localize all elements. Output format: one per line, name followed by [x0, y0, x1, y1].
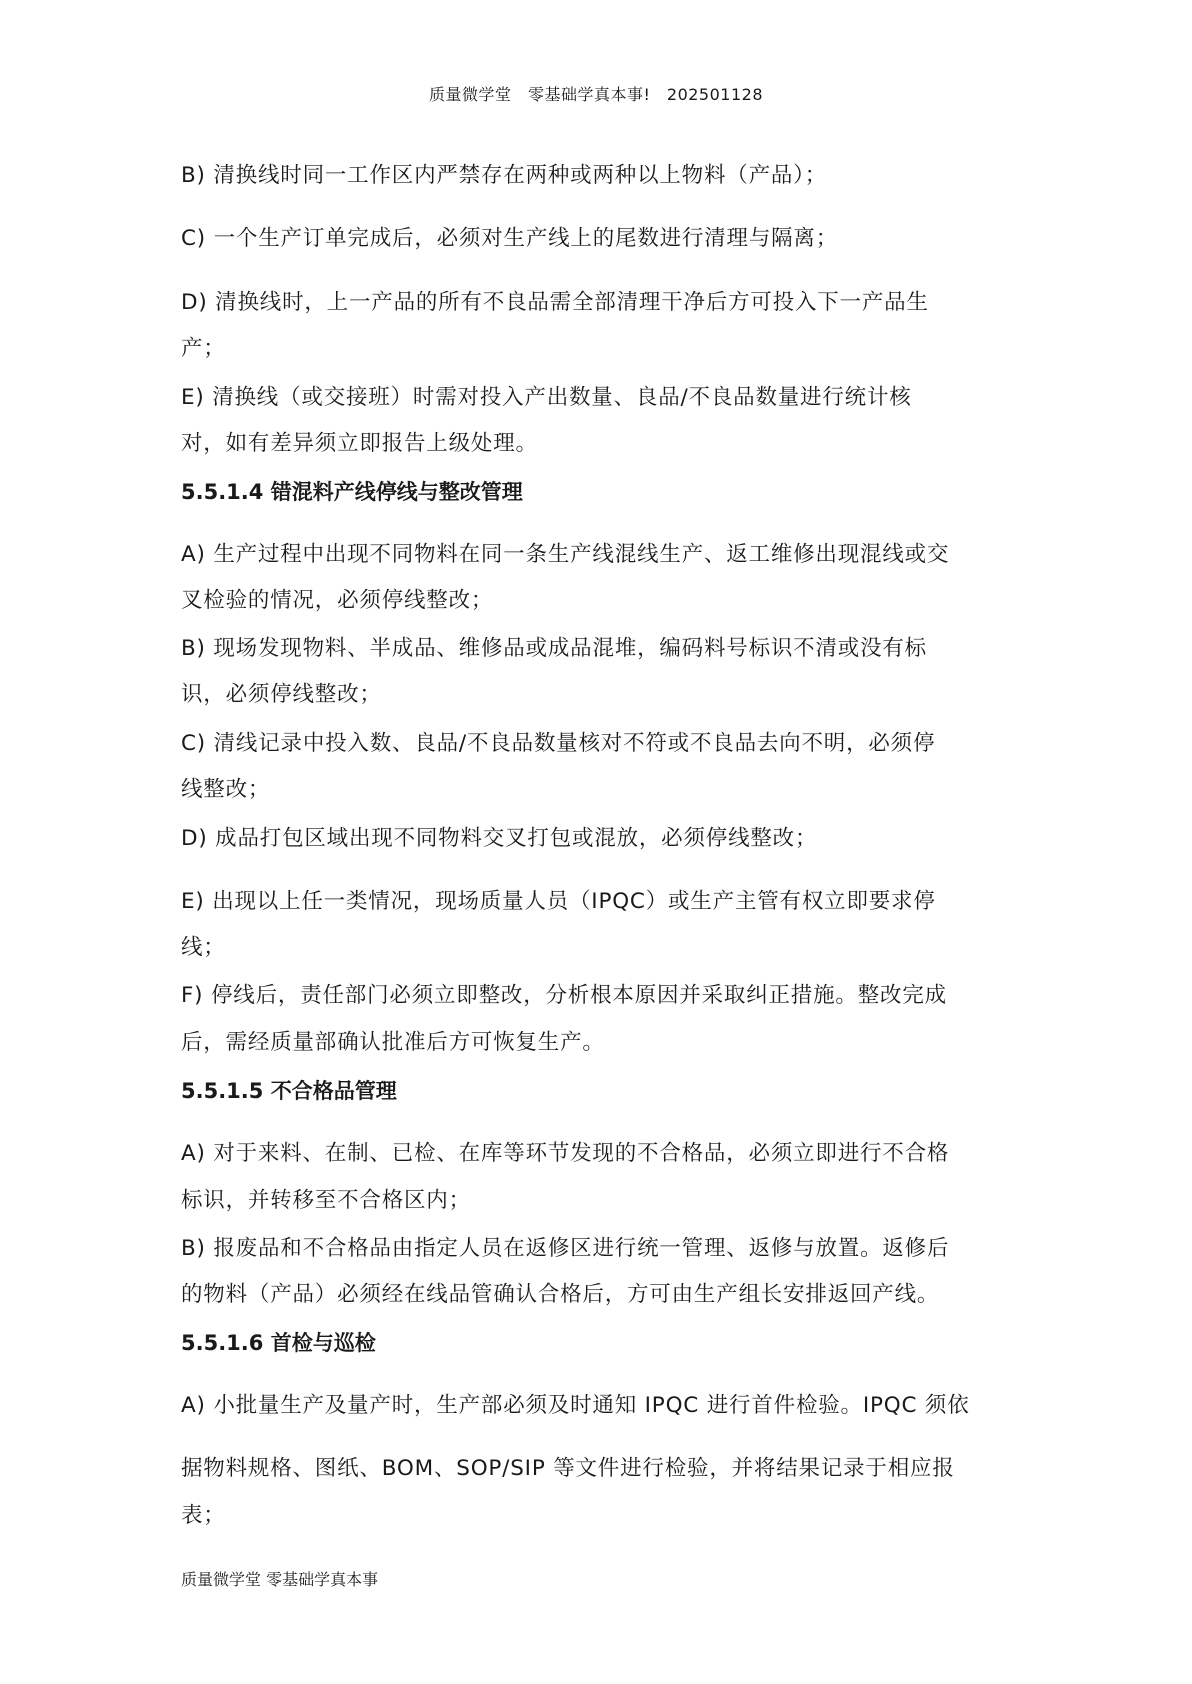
- section-heading: 5.5.1.4 错混料产线停线与整改管理: [181, 480, 523, 504]
- paragraph-line: 对，如有差异须立即报告上级处理。: [181, 431, 538, 456]
- paragraph-line: 产；: [181, 336, 226, 361]
- paragraph-line: A) 小批量生产及量产时，生产部必须及时通知 IPQC 进行首件检验。IPQC 须依: [181, 1393, 970, 1418]
- paragraph-line: D) 成品打包区域出现不同物料交叉打包或混放，必须停线整改；: [181, 826, 818, 851]
- paragraph-line: 识，必须停线整改；: [181, 682, 382, 707]
- paragraph-line: C) 清线记录中投入数、良品/不良品数量核对不符或不良品去向不明，必须停: [181, 731, 936, 756]
- paragraph-line: E) 清换线（或交接班）时需对投入产出数量、良品/不良品数量进行统计核: [181, 385, 912, 410]
- section-heading: 5.5.1.6 首检与巡检: [181, 1331, 376, 1355]
- paragraph-line: 据物料规格、图纸、BOM、SOP/SIP 等文件进行检验，并将结果记录于相应报: [181, 1456, 955, 1481]
- paragraph-line: 叉检验的情况，必须停线整改；: [181, 588, 494, 613]
- section-heading: 5.5.1.5 不合格品管理: [181, 1079, 397, 1103]
- paragraph-line: 线整改；: [181, 777, 271, 802]
- paragraph-line: 标识，并转移至不合格区内；: [181, 1188, 471, 1213]
- paragraph-line: A) 生产过程中出现不同物料在同一条生产线混线生产、返工维修出现混线或交: [181, 542, 950, 567]
- page-header: 质量微学堂 零基础学真本事! 202501128: [428, 85, 764, 104]
- paragraph-line: C) 一个生产订单完成后，必须对生产线上的尾数进行清理与隔离；: [181, 226, 839, 251]
- paragraph-line: 后，需经质量部确认批准后方可恢复生产。: [181, 1030, 605, 1055]
- paragraph-line: F) 停线后，责任部门必须立即整改，分析根本原因并采取纠正措施。整改完成: [181, 983, 947, 1008]
- paragraph-line: A) 对于来料、在制、已检、在库等环节发现的不合格品，必须立即进行不合格: [181, 1141, 950, 1166]
- paragraph-line: D) 清换线时，上一产品的所有不良品需全部清理干净后方可投入下一产品生: [181, 290, 929, 315]
- paragraph-line: 的物料（产品）必须经在线品管确认合格后，方可由生产组长安排返回产线。: [181, 1282, 940, 1307]
- paragraph-line: B) 清换线时同一工作区内严禁存在两种或两种以上物料（产品）；: [181, 163, 828, 188]
- paragraph-line: B) 现场发现物料、半成品、维修品或成品混堆，编码料号标识不清或没有标: [181, 636, 927, 661]
- paragraph-line: 表；: [181, 1503, 226, 1528]
- page-footer: 质量微学堂 零基础学真本事: [181, 1570, 379, 1589]
- paragraph-line: E) 出现以上任一类情况，现场质量人员（IPQC）或生产主管有权立即要求停: [181, 889, 936, 914]
- paragraph-line: 线；: [181, 935, 226, 960]
- paragraph-line: B) 报废品和不合格品由指定人员在返修区进行统一管理、返修与放置。返修后: [181, 1236, 950, 1261]
